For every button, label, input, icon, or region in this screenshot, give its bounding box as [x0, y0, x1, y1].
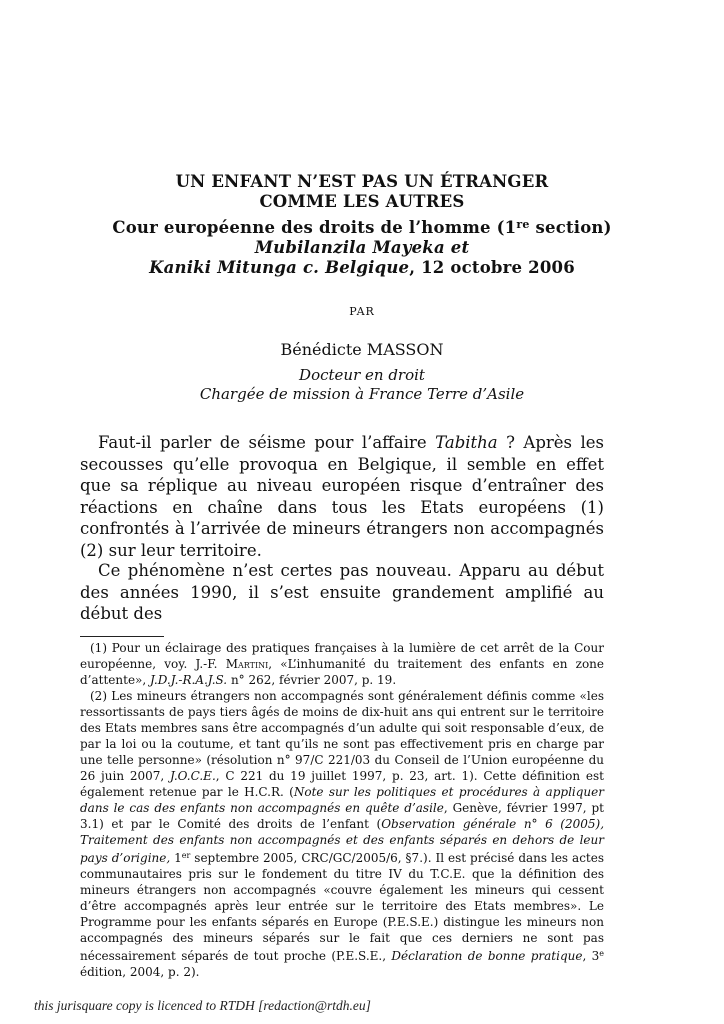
- fn2-text-a: (2) Les mineurs étrangers non accompagnés sont généralement définis comme «les ressortissants de pays tiers âgés de moins de dix-huit ans qui entrent sur le territoire des Etats membres sans être accompagnés d’un adulte qui soit responsable d’eux, de par la loi ou la coutume, et tant qu’ils ne sont pas effectivement pris en charge par une telle personne» (résolution n° 97/C 221/03 du Conseil de l’Union européenne du 26 juin 2007,: [80, 689, 604, 783]
- footnote-1: [80, 640, 604, 688]
- article-title-line-1: UN ENFANT N’EST PAS UN ÉTRANGER: [175, 172, 549, 191]
- article-title-line-2: COMME LES AUTRES: [259, 192, 465, 211]
- fn2-superscript-1: er: [181, 851, 191, 860]
- fn1-text-c: n° 262, février 2007, p. 19.: [227, 673, 397, 687]
- licence-watermark-text: this jurisquare copy is licenced to RTDH [redaction@rtdh.eu]: [34, 998, 371, 1013]
- fn2-text-b: , C 221 du 19 juillet 1997, p. 23, art. 1). Cette définition est également retenue par le H.C.R. (: [80, 769, 604, 799]
- p1-text-a: Faut-il parler de séisme pour l’affaire: [98, 433, 436, 452]
- p1-case-italic: Tabitha: [435, 433, 498, 452]
- court-subtitle-text-end: section): [529, 218, 612, 237]
- byline-par: PAR: [349, 305, 375, 318]
- author-affiliation-2: Chargée de mission à France Terre d’Asile: [199, 385, 525, 403]
- fn2-italic-4: Déclaration de bonne pratique: [391, 949, 583, 963]
- court-subtitle: [80, 218, 644, 237]
- case-name-italic: Kaniki Mitunga c. Belgique: [149, 258, 410, 277]
- fn2-text-d: 1: [170, 851, 182, 865]
- fn1-journal-italic: J.D.J.-R.A.J.S.: [150, 673, 228, 687]
- fn2-italic-2: Note sur les politiques et procédures à appliquer dans le cas des enfants non accompagnés en quête d’asile: [80, 785, 604, 815]
- fn2-italic-1: J.O.C.E.: [169, 769, 216, 783]
- p1-text-b: ? Après les secousses qu’elle provoqua en Belgique, il semble en effet que sa réplique au niveau européen risque d’entraîner des réactions en chaîne dans tous les Etats européens (1) confrontés à l’arrivée de mineurs étrangers non accompagnés (2) sur leur territoire.: [80, 433, 604, 560]
- fn1-author-smallcaps: Martini: [225, 657, 269, 671]
- case-name-line-1: Mubilanzila Mayeka et: [254, 238, 470, 257]
- body-paragraph-2: Ce phénomène n’est certes pas nouveau. Apparu au début des années 1990, il s’est ensuite grandement amplifié au début des: [80, 561, 604, 623]
- fn2-italic-3: Observation générale n° 6 (2005), Traitement des enfants non accompagnés et des enfants séparés en dehors de leur pays d’origine,: [80, 817, 605, 865]
- fn2-text-c: , Genève, février 1997, pt 3.1) et par le Comité des droits de l’enfant (: [80, 801, 604, 831]
- author-name: Bénédicte MASSON: [280, 340, 444, 359]
- court-subtitle-text: Cour européenne des droits de l’homme (1: [112, 218, 517, 237]
- footnote-divider: [80, 636, 164, 637]
- court-subtitle-superscript: re: [516, 218, 530, 231]
- case-name-line-2: [80, 258, 644, 277]
- author-affiliation-1: Docteur en droit: [299, 366, 425, 384]
- footnote-2: [80, 688, 604, 980]
- fn2-text-f: , 3: [582, 949, 600, 963]
- body-paragraph-1: [80, 432, 604, 561]
- fn2-text-g: édition, 2004, p. 2).: [80, 965, 200, 979]
- fn2-superscript-2: e: [599, 949, 605, 958]
- fn1-text-a: (1) Pour un éclairage des pratiques françaises à la lumière de cet arrêt de la Cour européenne, voy. J.-F.: [80, 641, 604, 671]
- fn2-text-e: septembre 2005, CRC/GC/2005/6, §7.). Il est précisé dans les actes communautaires pris sur le fondement du titre IV du T.C.E. que la définition des mineurs étrangers non accompagnés «couvre également les mineurs qui cessent d’être accompagnés après leur entrée sur le territoire des Etats membres». Le Programme pour les enfants séparés en Europe (P.E.S.E.) distingue les mineurs non accompagnés des mineurs séparés sur le fait que ces derniers ne sont pas nécessairement séparés de tout proche (P.E.S.E.,: [80, 851, 605, 963]
- case-date: , 12 octobre 2006: [409, 258, 575, 277]
- fn1-text-b: , «L’inhumanité du traitement des enfants en zone d’attente»,: [80, 657, 605, 687]
